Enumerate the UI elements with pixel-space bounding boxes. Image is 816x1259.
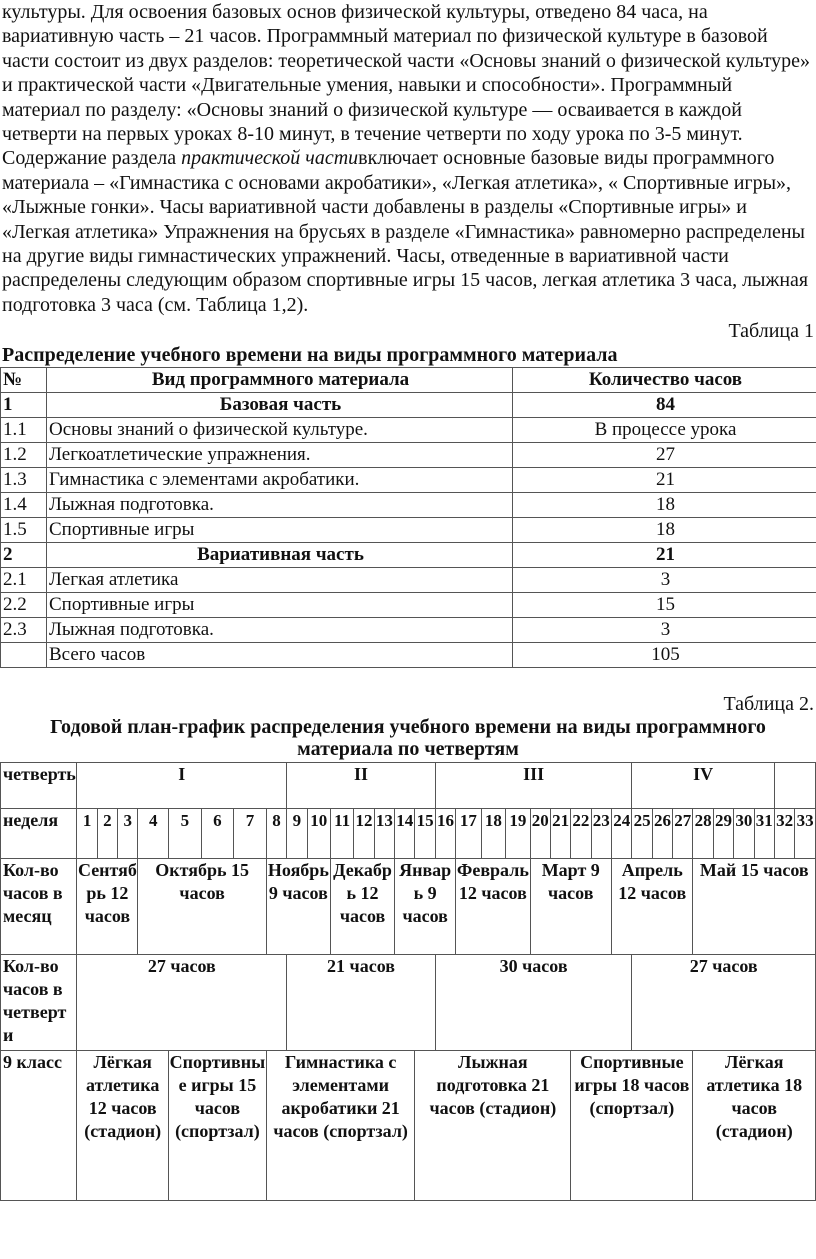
quarter-hours-row: [1, 955, 816, 1051]
quarter-hours-cell: 30 часов: [435, 955, 632, 1051]
week-cell: 13: [374, 809, 394, 859]
week-cell: 30: [734, 809, 754, 859]
table1-cell: 1.3: [1, 468, 47, 493]
month-cell: Январь 9 часов: [395, 859, 456, 955]
section-cell: Гимнастика с элементами акробатики 21 часов (спортзал): [266, 1051, 415, 1201]
month-cell: Ноябрь 9 часов: [266, 859, 330, 955]
table1-cell: Легкоатлетические упражнения.: [47, 443, 513, 468]
section-cell: Спортивные игры 18 часов (спортзал): [571, 1051, 693, 1201]
table1-row: [1, 493, 816, 518]
table1-cell: 1.5: [1, 518, 47, 543]
table1-cell: 3: [513, 618, 816, 643]
table1-cell: Гимнастика с элементами акробатики.: [47, 468, 513, 493]
table1-cell: 2: [1, 543, 47, 568]
table1-header-row: [1, 368, 816, 393]
table1-cell: 15: [513, 593, 816, 618]
week-cell: 22: [571, 809, 591, 859]
table1-row: [1, 543, 816, 568]
table1-row: [1, 518, 816, 543]
week-cell: 23: [591, 809, 611, 859]
week-cell: 15: [415, 809, 435, 859]
section-cell: Лёгкая атлетика 12 часов (стадион): [77, 1051, 169, 1201]
week-cell: 8: [266, 809, 286, 859]
week-cell: 5: [169, 809, 202, 859]
week-cell: 29: [713, 809, 733, 859]
table1-row: [1, 443, 816, 468]
week-cell: 31: [754, 809, 774, 859]
week-cell: 25: [632, 809, 652, 859]
table1-cell: В процессе урока: [513, 418, 816, 443]
intro-paragraph: [0, 0, 814, 317]
section-cell: Лыжная подготовка 21 часов (стадион): [415, 1051, 571, 1201]
week-cell: 33: [795, 809, 816, 859]
paragraph-part2: включает основные базовые виды программного материала – «Гимнастика с основами акробатики», «Легкая атлетика», « Спортивные игры», «Лыжные гонки». Часы вариативной части добавлены в разделы «Спортивные игры» и «Легкая атлетика» Упражнения на брусьях в разделе «Гимнастика» равномерно распределены на другие виды гимнастических упражнений. Часы, отведенные в вариативной части распределены следующим образом спортивные игры 15 часов, легкая атлетика 3 часа, лыжная подготовка 3 часа (см. Таблица 1,2).: [2, 147, 809, 316]
table1-title: Распределение учебного времени на виды программного материала: [2, 344, 618, 367]
week-cell: 27: [673, 809, 693, 859]
table2: [0, 762, 816, 1201]
week-cell: 19: [506, 809, 530, 859]
table1-cell: 1.1: [1, 418, 47, 443]
paragraph-part1: культуры. Для освоения базовых основ физической культуры, отведено 84 часа, на вариативную часть – 21 часов. Программный материал по физической культуре в базовой части состоит из двух разделов: теоретической части «Основы знаний о физической культуре» и практической части «Двигательные умения, навыки и способности». Программный материал по разделу: «Основы знаний о физической культуре — осваивается в каждой четверти на первых уроках 8-10 минут, в течение четверти по ходу урока по 3-5 минут. Содержание раздела: [2, 1, 811, 170]
table1-cell: [1, 643, 47, 668]
table1-cell: Основы знаний о физической культуре.: [47, 418, 513, 443]
quarter-empty-cell: [774, 763, 815, 809]
month-cell: Февраль 12 часов: [456, 859, 530, 955]
table1-cell: Легкая атлетика: [47, 568, 513, 593]
week-cell: 32: [774, 809, 794, 859]
month-cell: Март 9 часов: [530, 859, 611, 955]
week-cell: 16: [435, 809, 455, 859]
table1-cell: 2.1: [1, 568, 47, 593]
quarter-hours-cell: 21 часов: [287, 955, 436, 1051]
table1-cell: 3: [513, 568, 816, 593]
table1-cell: Лыжная подготовка.: [47, 618, 513, 643]
table1-row: [1, 418, 816, 443]
week-cell: 2: [97, 809, 117, 859]
week-cell: 7: [234, 809, 267, 859]
table1-header-cell: Количество часов: [513, 368, 816, 393]
table1-cell: Лыжная подготовка.: [47, 493, 513, 518]
table1-cell: Всего часов: [47, 643, 513, 668]
week-cell: 12: [354, 809, 374, 859]
week-cell: 28: [693, 809, 713, 859]
quarter-row: [1, 763, 816, 809]
table1-cell: 1: [1, 393, 47, 418]
quarter-hours-label: Кол-во часов в четверти: [1, 955, 77, 1051]
table2-title: Годовой план-график распределения учебного времени на виды программного материала по четвертям: [50, 716, 766, 761]
quarter-hours-cell: 27 часов: [632, 955, 816, 1051]
week-cell: 6: [201, 809, 234, 859]
week-row: [1, 809, 816, 859]
quarter-cell: II: [287, 763, 436, 809]
week-cell: 21: [550, 809, 570, 859]
week-cell: 9: [287, 809, 307, 859]
table1-cell: 21: [513, 468, 816, 493]
quarter-cell: III: [435, 763, 632, 809]
table1-row: [1, 568, 816, 593]
week-cell: 18: [481, 809, 505, 859]
quarter-cell: I: [77, 763, 287, 809]
month-cell: Апрель 12 часов: [611, 859, 693, 955]
week-cell: 4: [138, 809, 169, 859]
week-cell: 26: [652, 809, 672, 859]
week-cell: 1: [77, 809, 97, 859]
week-cell: 10: [307, 809, 330, 859]
month-cell: Сентябрь 12 часов: [77, 859, 138, 955]
week-cell: 3: [118, 809, 138, 859]
week-cell: 11: [330, 809, 353, 859]
table1-header-cell: Вид программного материала: [47, 368, 513, 393]
table1-cell: Базовая часть: [47, 393, 513, 418]
week-cell: 17: [456, 809, 481, 859]
table1-cell: 84: [513, 393, 816, 418]
table1-cell: Вариативная часть: [47, 543, 513, 568]
table1-row: [1, 593, 816, 618]
table1-header-cell: №: [1, 368, 47, 393]
table1-cell: 27: [513, 443, 816, 468]
month-cell: Май 15 часов: [693, 859, 816, 955]
quarter-label: четверть: [1, 763, 77, 809]
week-cell: 20: [530, 809, 550, 859]
month-label: Кол-во часов в месяц: [1, 859, 77, 955]
class-label: 9 класс: [1, 1051, 77, 1201]
table1-cell: 2.3: [1, 618, 47, 643]
table1-cell: 2.2: [1, 593, 47, 618]
week-cell: 24: [611, 809, 631, 859]
table1-cell: 1.4: [1, 493, 47, 518]
table1-cell: 105: [513, 643, 816, 668]
table1-row: [1, 618, 816, 643]
month-cell: Декабрь 12 часов: [330, 859, 394, 955]
class-row: [1, 1051, 816, 1201]
table1: [0, 367, 816, 668]
table1-cell: Спортивные игры: [47, 593, 513, 618]
table1-row: [1, 468, 816, 493]
table1-row: [1, 393, 816, 418]
week-label: неделя: [1, 809, 77, 859]
quarter-hours-cell: 27 часов: [77, 955, 287, 1051]
month-cell: Октябрь 15 часов: [138, 859, 266, 955]
week-cell: 14: [395, 809, 415, 859]
section-cell: Лёгкая атлетика 18 часов (стадион): [693, 1051, 816, 1201]
paragraph-italic: практической части: [181, 147, 359, 170]
quarter-cell: IV: [632, 763, 775, 809]
table1-cell: 18: [513, 518, 816, 543]
table1-cell: 1.2: [1, 443, 47, 468]
month-row: [1, 859, 816, 955]
table1-row: [1, 643, 816, 668]
table2-label: Таблица 2.: [723, 693, 814, 716]
table1-label: Таблица 1: [728, 320, 814, 343]
table1-cell: 21: [513, 543, 816, 568]
table1-cell: Спортивные игры: [47, 518, 513, 543]
section-cell: Спортивные игры 15 часов (спортзал): [169, 1051, 267, 1201]
table1-cell: 18: [513, 493, 816, 518]
